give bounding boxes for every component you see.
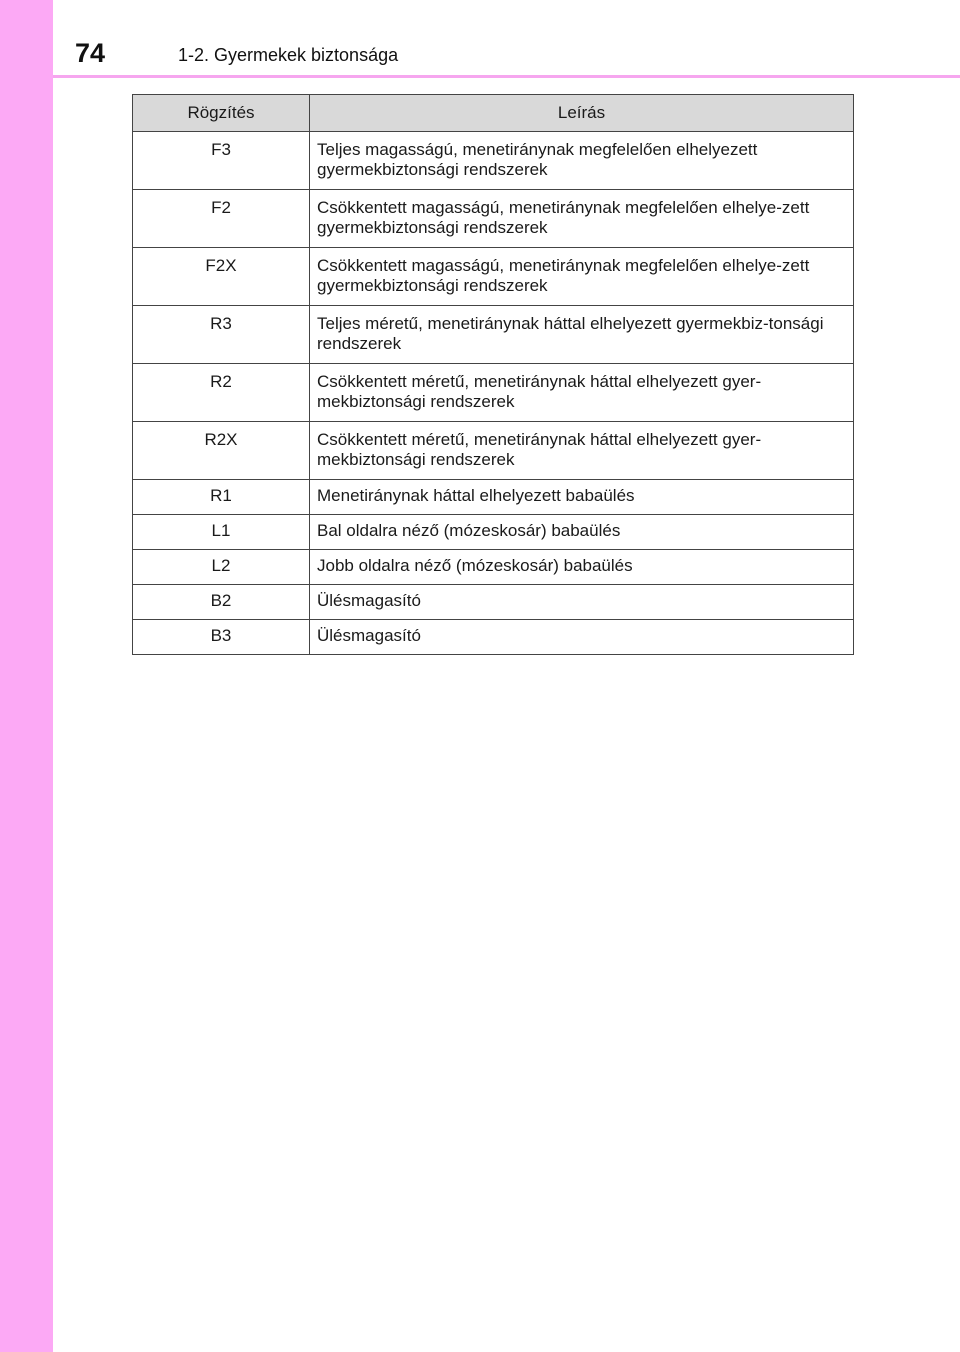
table-row [133, 306, 854, 364]
table-row [133, 422, 854, 480]
fixture-code: B3 [133, 620, 310, 655]
table-row [133, 585, 854, 620]
fixture-description: Csökkentett magasságú, menetiránynak megfelelően elhelye-zett gyermekbiztonsági rendszerek [310, 190, 854, 248]
fixture-table [132, 94, 854, 655]
section-title: 1-2. Gyermekek biztonsága [178, 45, 399, 65]
column-header-description: Leírás [310, 95, 854, 132]
fixture-description: Csökkentett magasságú, menetiránynak megfelelően elhelye-zett gyermekbiztonsági rendszerek [310, 248, 854, 306]
fixture-code: F2X [133, 248, 310, 306]
table-row [133, 190, 854, 248]
fixture-code: R2 [133, 364, 310, 422]
fixture-description: Menetiránynak háttal elhelyezett babaülés [310, 480, 854, 515]
table-row [133, 480, 854, 515]
page-number: 74 [75, 38, 106, 68]
fixture-description: Teljes méretű, menetiránynak háttal elhelyezett gyermekbiz-tonsági rendszerek [310, 306, 854, 364]
fixture-description: Ülésmagasító [310, 620, 854, 655]
fixture-description: Teljes magasságú, menetiránynak megfelelően elhelyezett gyermekbiztonsági rendszerek [310, 132, 854, 190]
fixture-code: B2 [133, 585, 310, 620]
fixture-description: Ülésmagasító [310, 585, 854, 620]
fixture-description: Jobb oldalra néző (mózeskosár) babaülés [310, 550, 854, 585]
fixture-code: R3 [133, 306, 310, 364]
fixture-code: L2 [133, 550, 310, 585]
table-row [133, 515, 854, 550]
table-row [133, 364, 854, 422]
restraint-fixture-table [132, 94, 853, 655]
column-header-fixture: Rögzítés [133, 95, 310, 132]
table-header-row [133, 95, 854, 132]
fixture-description: Bal oldalra néző (mózeskosár) babaülés [310, 515, 854, 550]
header-divider [53, 75, 960, 78]
fixture-description: Csökkentett méretű, menetiránynak háttal elhelyezett gyer-mekbiztonsági rendszerek [310, 364, 854, 422]
table-row [133, 550, 854, 585]
page-side-strip [0, 0, 53, 1352]
table-row [133, 248, 854, 306]
fixture-code: R1 [133, 480, 310, 515]
table-row [133, 132, 854, 190]
table-row [133, 620, 854, 655]
fixture-code: F3 [133, 132, 310, 190]
fixture-description: Csökkentett méretű, menetiránynak háttal elhelyezett gyer-mekbiztonsági rendszerek [310, 422, 854, 480]
fixture-code: L1 [133, 515, 310, 550]
fixture-code: R2X [133, 422, 310, 480]
fixture-code: F2 [133, 190, 310, 248]
